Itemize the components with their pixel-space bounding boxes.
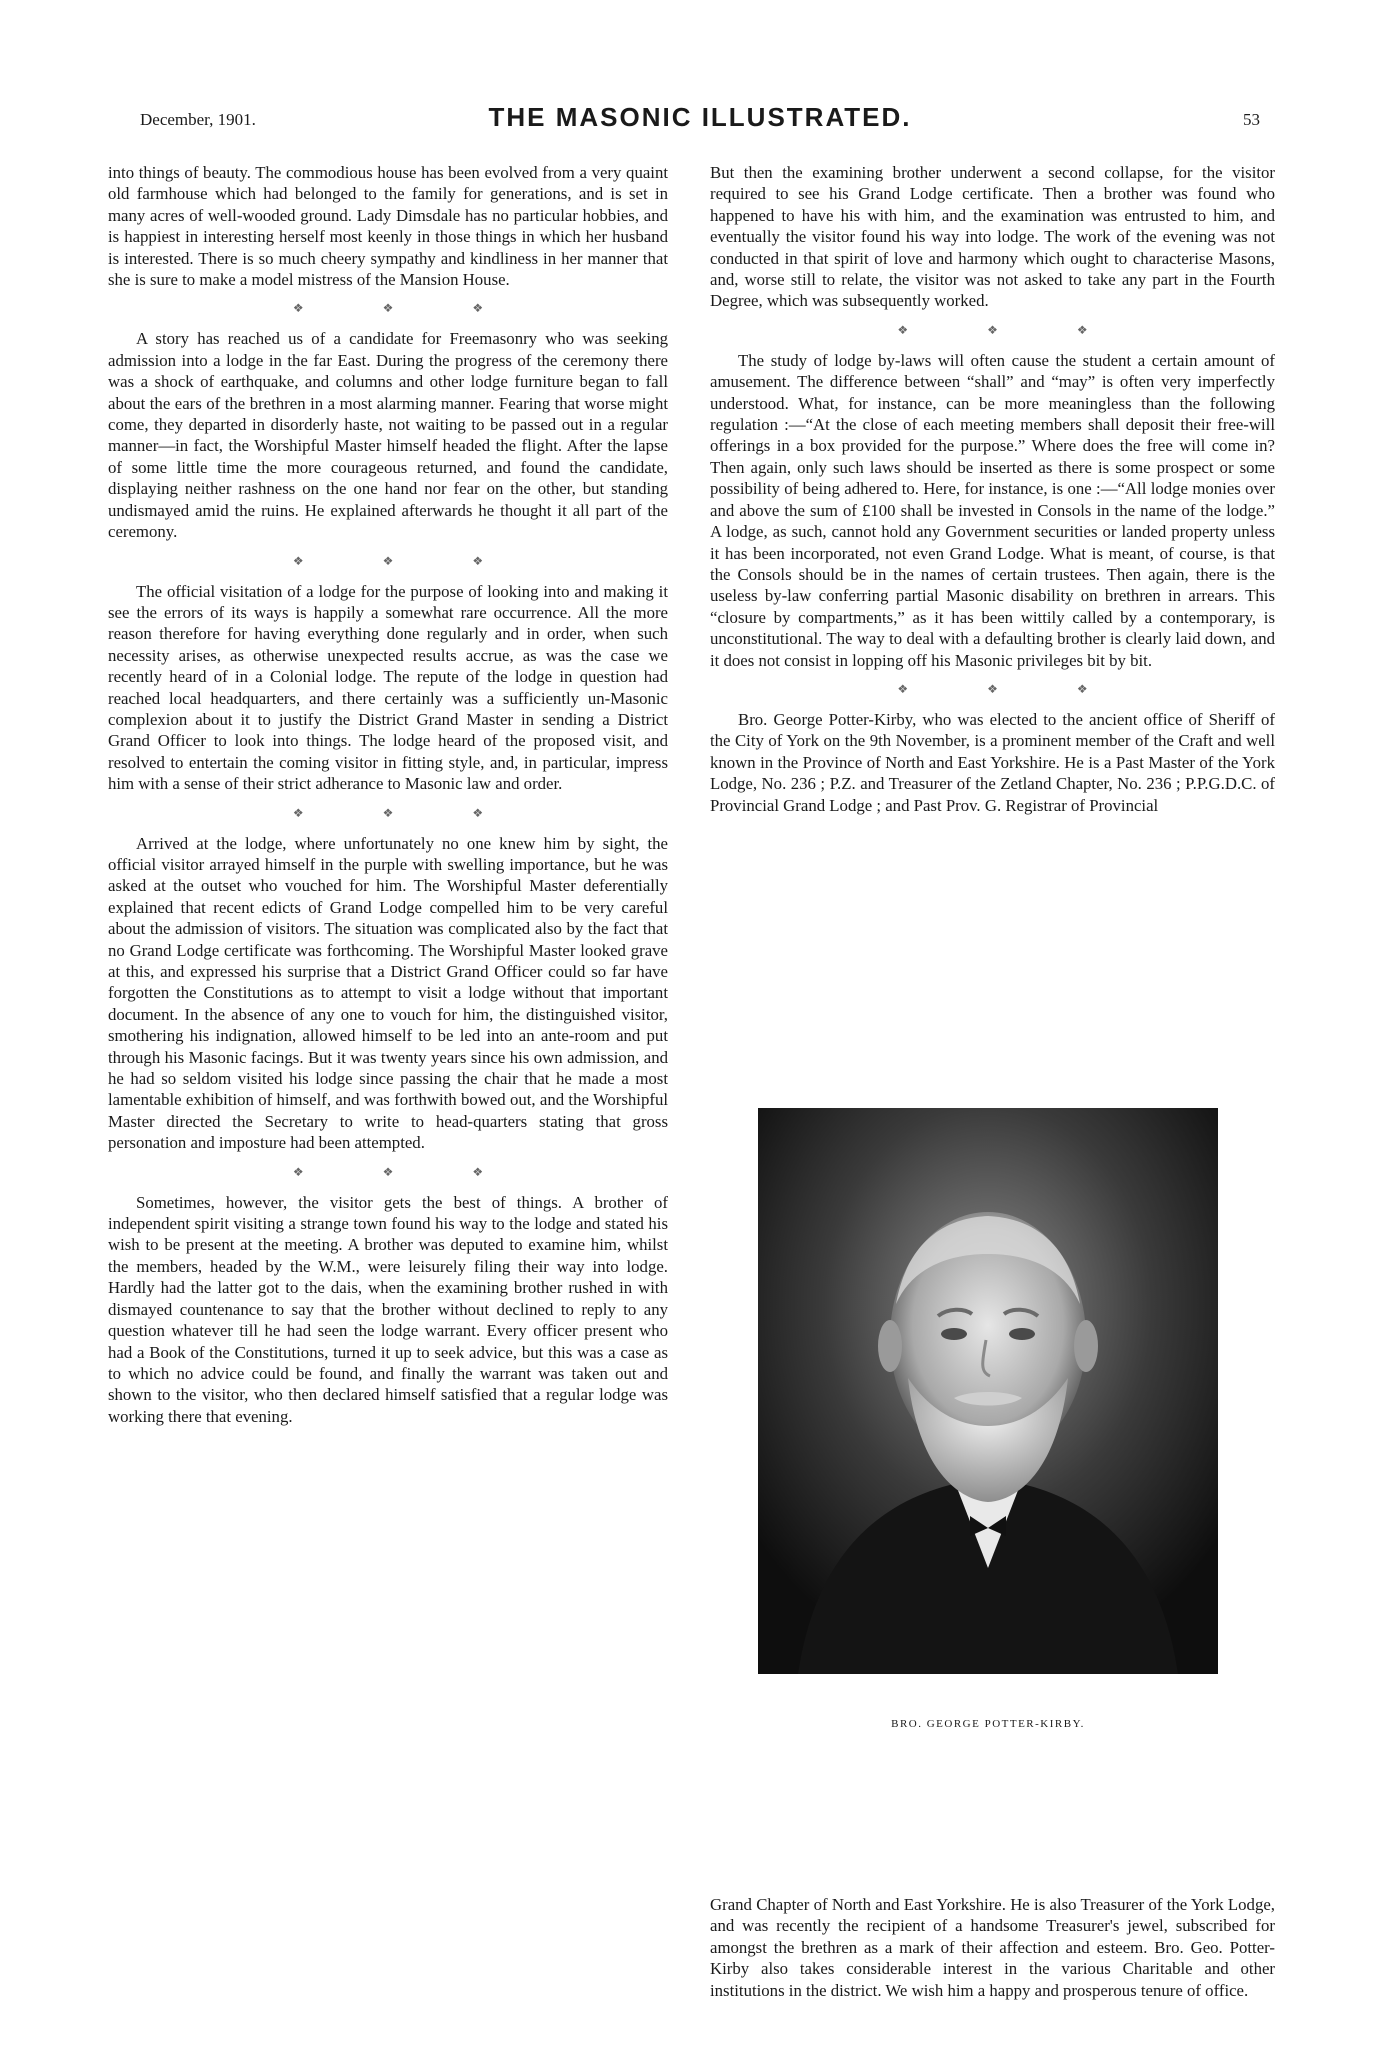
page-header [140, 102, 1260, 142]
paragraph: A story has reached us of a candidate for Freemasonry who was seeking admission into a lodge in the far East. During the progress of the ceremony there was a shock of earthquake, and columns and other lodge furniture began to fall about the ears of the brethren in a most alarming manner. Fearing that worse might come, they departed in disorderly haste, not waiting to be passed out in a regular manner—in fact, the Worshipful Master himself headed the flight. After the lapse of some little time the more courageous returned, and found the candidate, displaying neither rashness on the one hand nor fear on the other, but standing undismayed amid the ruins. He explained afterwards he thought it all part of the ceremony. [108, 329, 668, 542]
portrait-illustration [758, 1108, 1218, 1674]
ornament-divider: ❖ ❖ ❖ [897, 322, 1126, 337]
paragraph: The official visitation of a lodge for the purpose of looking into and making it see the errors of its ways is happily a somewhat rare occurrence. All the more reason therefore for having everything done regularly and in order, when such necessity arises, as otherwise unexpected results accrue, as was the case we recently heard of in a Colonial lodge. The repute of the lodge in question had reached local headquarters, and there certainly was a sufficiently un-Masonic complexion about it to justify the District Grand Master in sending a District Grand Officer to look into things. The lodge heard of the proposed visit, and resolved to entertain the coming visitor in fitting style, and, in particular, impress him with a sense of their strict adherance to Masonic law and order. [108, 581, 668, 794]
paragraph: Sometimes, however, the visitor gets the best of things. A brother of independent spirit visiting a strange town found his way to the lodge and stated his wish to be present at the meeting. A brother was deputed to examine him, whilst the members, headed by the W.M., were leisurely filing their way into lodge. Hardly had the latter got to the dais, when the examining brother rushed in with dismayed countenance to say that the brother without declined to reply to any question whatever till he had seen the lodge warrant. Every officer present who had a Book of the Constitutions, turned it up to seek advice, but this was a case as to which no advice could be found, and finally the warrant was taken out and shown to the visitor, who then declared himself satisfied that a regular lodge was working there that evening. [108, 1192, 668, 1426]
photo-caption: BRO. GEORGE POTTER-KIRBY. [891, 1718, 1085, 1730]
ornament-divider: ❖ ❖ ❖ [292, 1164, 522, 1179]
paragraph: into things of beauty. The commodious house has been evolved from a very quaint old farmhouse which had belonged to the family for generations, and is set in many acres of well-wooded ground. Lady Dimsdale has no particular hobbies, and is happiest in interesting herself most keenly in those things in which her husband is interested. There is so much cheery sympathy and kindliness in her manner that she is sure to make a model mistress of the Mansion House. [108, 163, 668, 290]
ornament-divider: ❖ ❖ ❖ [292, 553, 522, 568]
paragraph: Bro. George Potter-Kirby, who was elected to the ancient office of Sheriff of the City of York on the 9th November, is a prominent member of the Craft and well known in the Province of North and East Yorkshire. He is a Past Master of the York Lodge, No. 236 ; P.Z. and Treasurer of the Zetland Chapter, No. 236 ; P.P.G.D.C. of Provincial Grand Lodge ; and Past Prov. G. Registrar of Provincial [710, 709, 1275, 815]
paragraph: Arrived at the lodge, where unfortunately no one knew him by sight, the official visitor arrayed himself in the purple with swelling importance, but he was asked at the outset who vouched for him. The Worshipful Master deferentially explained that recent edicts of Grand Lodge compelled him to be very careful about the admission of visitors. The situation was complicated also by the fact that no Grand Lodge certificate was forthcoming. The Worshipful Master looked grave at this, and expressed his surprise that a District Grand Officer could so far have forgotten the Constitutions as to attempt to visit a lodge without that important document. In the absence of any one to vouch for him, the distinguished visitor, smothering his indignation, allowed himself to be led into an ante-room and put through his Masonic facings. But it was twenty years since his own admission, and he had so seldom visited his lodge since passing the chair that he made a most lamentable exhibition of himself, and was forthwith bowed out, and the Worshipful Master directed the Secretary to write to head-quarters stating that gross personation and imposture had been attempted. [108, 833, 668, 1153]
publication-title: THE MASONIC ILLUSTRATED. [488, 102, 912, 132]
page-number: 53 [1243, 110, 1260, 129]
right-column-top [710, 162, 1275, 816]
paragraph: Grand Chapter of North and East Yorkshire. He is also Treasurer of the York Lodge, and was recently the recipient of a handsome Treasurer's jewel, subscribed for amongst the brethren as a mark of their affection and esteem. Bro. Geo. Potter-Kirby also takes considerable interest in the various Charitable and other institutions in the district. We wish him a happy and prosperous tenure of office. [710, 1895, 1275, 2000]
paragraph: But then the examining brother underwent a second collapse, for the visitor required to see his Grand Lodge certificate. Then a brother was found who happened to have his with him, and the examination was entrusted to him, and eventually the visitor found his way into lodge. The work of the evening was not conducted in that spirit of love and harmony which ought to characterise Masons, and, worse still to relate, the visitor was not asked to take any part in the Fourth Degree, which was subsequently worked. [710, 163, 1275, 311]
issue-date: December, 1901. [140, 110, 256, 129]
left-column [108, 162, 668, 1427]
ornament-divider: ❖ ❖ ❖ [897, 681, 1126, 696]
right-column-bottom [710, 1894, 1275, 2001]
ornament-divider: ❖ ❖ ❖ [292, 805, 522, 820]
paragraph: The study of lodge by-laws will often cause the student a certain amount of amusement. The difference between “shall” and “may” is often very imperfectly understood. What, for instance, can be more meaningless than the following regulation :—“At the close of each meeting members shall deposit their free-will offerings in a box provided for the purpose.” Where does the free will come in? Then again, only such laws should be inserted as there is some prospect or some possibility of being adhered to. Here, for instance, is one :—“All lodge monies over and above the sum of £100 shall be invested in Consols in the name of the lodge.” A lodge, as such, cannot hold any Government securities or landed property unless it has been incorporated, not even Grand Lodge. What is meant, of course, is that the Consols should be in the names of certain trustees. Then again, there is the useless by-law conferring partial Masonic disability on brethren in arrears. This “closure by compartments,” as it has been wittily called by a contemporary, is unconstitutional. The way to deal with a defaulting brother is clearly laid down, and it does not consist in lopping off his Masonic privileges bit by bit. [710, 350, 1275, 670]
portrait-photo [758, 1108, 1218, 1674]
ornament-divider: ❖ ❖ ❖ [292, 301, 522, 316]
